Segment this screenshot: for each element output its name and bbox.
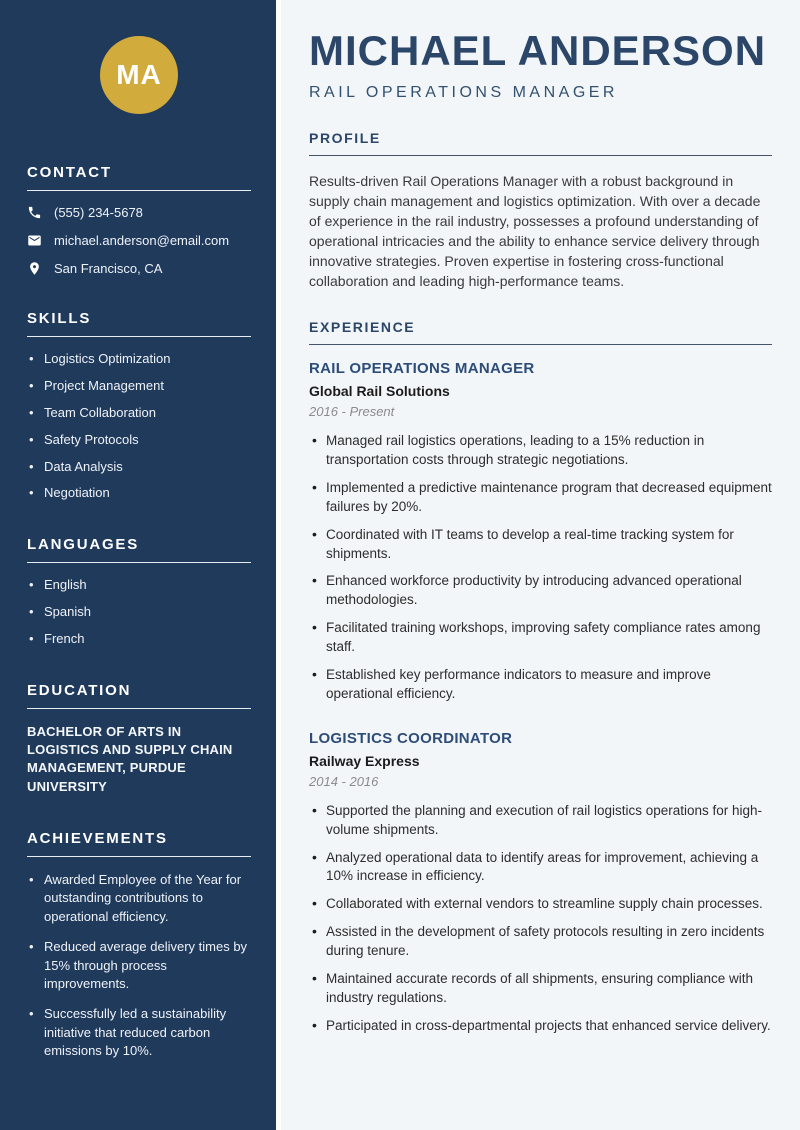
job-bullet: • Maintained accurate records of all shipments, ensuring compliance with industry regulations. (309, 970, 772, 1008)
experience-heading: EXPERIENCE (309, 319, 772, 345)
skill-item: • Logistics Optimization (27, 351, 251, 368)
education-heading: EDUCATION (27, 682, 251, 709)
job-bullet: • Collaborated with external vendors to streamline supply chain processes. (309, 895, 772, 914)
skill-item: • Data Analysis (27, 459, 251, 476)
job-bullet: • Facilitated training workshops, improving safety compliance rates among staff. (309, 619, 772, 657)
email-icon (27, 233, 42, 248)
contact-email-row (27, 233, 251, 248)
person-name: MICHAEL ANDERSON (309, 27, 767, 74)
phone-icon (27, 205, 42, 220)
job-bullet: • Participated in cross-departmental projects that enhanced service delivery. (309, 1017, 772, 1036)
job-title: LOGISTICS COORDINATOR (309, 729, 513, 747)
job-company: Railway Express (309, 752, 420, 769)
profile-section (309, 130, 772, 291)
experience-section (309, 319, 772, 1036)
achievement-item: • Successfully led a sustainability initiative that reduced carbon emissions by 10%. (27, 1005, 251, 1060)
achievements-section (27, 830, 251, 1061)
job-bullet: • Enhanced workforce productivity by introducing advanced operational methodologies. (309, 572, 772, 610)
contact-phone-row (27, 205, 251, 220)
email-address: michael.anderson@email.com (54, 233, 230, 248)
skill-item: • Project Management (27, 378, 251, 395)
avatar-initials: MA (116, 59, 162, 90)
job-entry (309, 360, 772, 704)
job-bullet: • Analyzed operational data to identify areas for improvement, achieving a 10% increase in efficiency. (309, 849, 772, 887)
location-text: San Francisco, CA (54, 261, 163, 276)
job-entry (309, 730, 772, 1036)
skills-section (27, 310, 251, 502)
achievements-list (27, 871, 251, 1061)
job-bullet: • Supported the planning and execution of rail logistics operations for high-volume shipments. (309, 802, 772, 840)
location-icon (27, 261, 42, 276)
job-bullet: • Implemented a predictive maintenance program that decreased equipment failures by 20%. (309, 479, 772, 517)
skill-item: • Safety Protocols (27, 432, 251, 449)
skill-item: • Team Collaboration (27, 405, 251, 422)
avatar-wrap (27, 36, 251, 114)
person-job-title: RAIL OPERATIONS MANAGER (309, 84, 618, 101)
sidebar (0, 0, 281, 1130)
job-dates: 2016 - Present (309, 404, 395, 420)
skills-list (27, 351, 251, 502)
job-bullet: • Managed rail logistics operations, leading to a 15% reduction in transportation costs through strategic negotiations. (309, 432, 772, 470)
languages-list (27, 577, 251, 648)
contact-heading: CONTACT (27, 164, 251, 191)
job-bullets (309, 432, 772, 704)
phone-number: (555) 234-5678 (54, 205, 143, 220)
avatar (100, 36, 178, 114)
language-item: • Spanish (27, 604, 251, 621)
achievement-item: • Awarded Employee of the Year for outstanding contributions to operational efficiency. (27, 871, 251, 926)
job-bullet: • Coordinated with IT teams to develop a real-time tracking system for shipments. (309, 526, 772, 564)
language-item: • French (27, 631, 251, 648)
job-bullet: • Established key performance indicators to measure and improve operational efficiency. (309, 666, 772, 704)
job-title: RAIL OPERATIONS MANAGER (309, 360, 535, 378)
contact-section (27, 164, 251, 276)
skills-heading: SKILLS (27, 310, 251, 337)
education-section (27, 682, 251, 796)
education-degree: BACHELOR OF ARTS IN LOGISTICS AND SUPPLY CHAIN MANAGEMENT, PURDUE UNIVERSITY (27, 724, 233, 794)
job-company: Global Rail Solutions (309, 383, 450, 400)
contact-location-row (27, 261, 251, 276)
achievement-item: • Reduced average delivery times by 15% through process improvements. (27, 938, 251, 993)
job-bullets (309, 802, 772, 1036)
profile-text: Results-driven Rail Operations Manager with a robust background in supply chain management and logistics optimization. With over a decade of experience in the rail industry, possesses a profound understanding of operational intricacies and the ability to enhance service delivery through innovative strategies. Proven expertise in fostering cross-functional collaboration and leading high-performance teams. (309, 173, 761, 290)
languages-heading: LANGUAGES (27, 536, 251, 563)
skill-item: • Negotiation (27, 485, 251, 502)
job-bullet: • Assisted in the development of safety protocols resulting in zero incidents during tenure. (309, 923, 772, 961)
languages-section (27, 536, 251, 648)
language-item: • English (27, 577, 251, 594)
achievements-heading: ACHIEVEMENTS (27, 830, 251, 857)
main-column (281, 0, 800, 1130)
profile-heading: PROFILE (309, 130, 772, 156)
job-dates: 2014 - 2016 (309, 773, 379, 789)
